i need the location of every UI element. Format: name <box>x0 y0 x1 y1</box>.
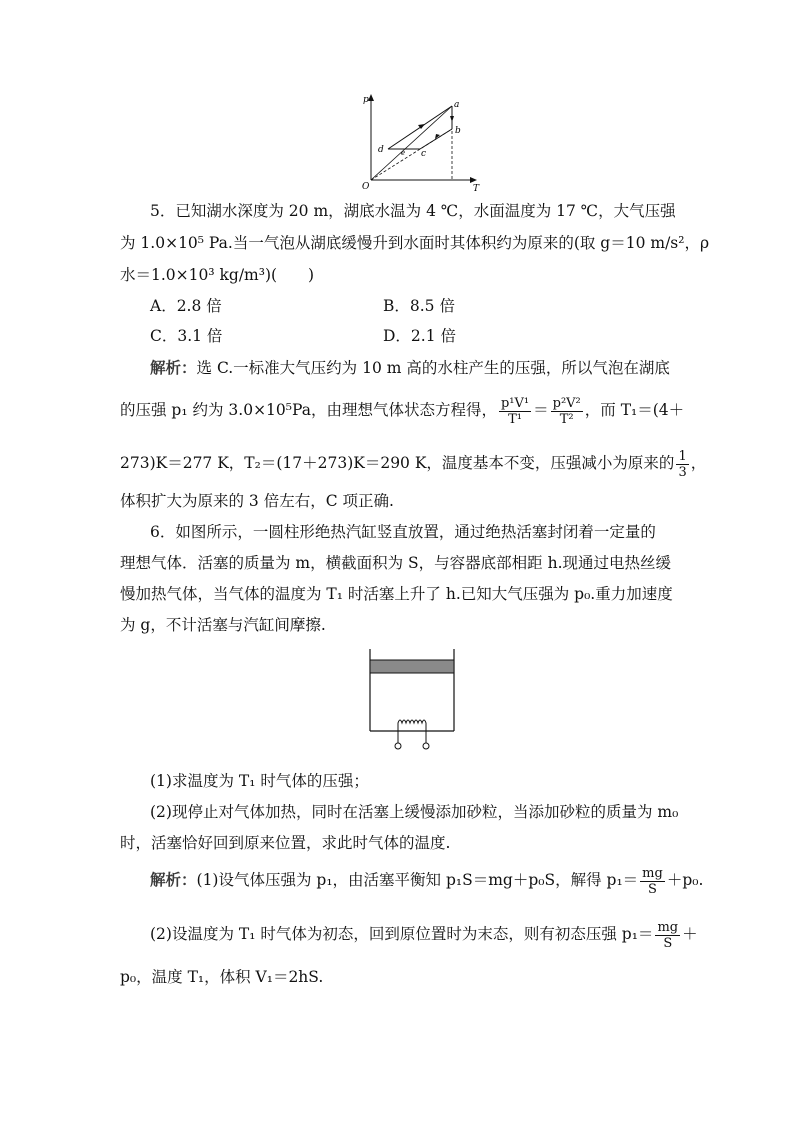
sol6-line1 <box>150 863 710 897</box>
frac1-den: T¹ <box>508 411 522 427</box>
sol5-line3b: ， <box>690 454 707 472</box>
sol5-line2 <box>120 393 685 427</box>
sol5-line3a: 273)K＝277 K，T₂＝(17＋273)K＝290 K，温度基本不变，压强减小为原来的 <box>120 454 675 472</box>
mg-over-s-frac-1 <box>640 866 665 897</box>
frac1-num: p¹V¹ <box>500 395 530 411</box>
q6-line2: 理想气体．活塞的质量为 m，横截面积为 S，与容器底部相距 h.现通过电热丝缓 <box>120 554 672 572</box>
equals-sign: ＝ <box>533 401 549 419</box>
sol5-line4: 体积扩大为原来的 3 倍左右，C 项正确. <box>120 492 394 510</box>
q6-sub1: (1)求温度为 T₁ 时气体的压强； <box>150 772 369 790</box>
state-eq-right-frac <box>551 396 583 427</box>
sol6-frac2-num: mg <box>657 919 679 935</box>
sol5-line1 <box>150 358 710 378</box>
q6-line1: 6．如图所示，一圆柱形绝热汽缸竖直放置，通过绝热活塞封闭着一定量的 <box>150 523 656 541</box>
point-b-label: b <box>455 126 461 136</box>
one-third-frac <box>676 449 688 480</box>
q5-line3: 水＝1.0×10³ kg/m³)( ) <box>120 266 315 284</box>
frac2-den: T² <box>559 411 574 427</box>
q5-option-a: A．2.8 倍 <box>150 297 222 315</box>
frac2-num: p²V² <box>552 395 581 411</box>
q6-line3: 慢加热气体，当气体的温度为 T₁ 时活塞上升了 h.已知大气压强为 p₀.重力加速度 <box>120 585 673 603</box>
q5-option-b: B．8.5 倍 <box>383 297 455 315</box>
q5-line1: 5．已知湖水深度为 20 m，湖底水温为 4 ℃，水面温度为 17 ℃，大气压强 <box>150 202 676 220</box>
sol6-line2b: ＋ <box>682 925 698 943</box>
sol5-line2b: ，而 T₁＝(4＋ <box>584 401 685 419</box>
mg-over-s-frac-2 <box>655 920 680 951</box>
point-d-label: d <box>378 145 384 155</box>
q6-sub2-line2: 时，活塞恰好回到原来位置，求此时气体的温度. <box>120 834 451 852</box>
q6-sub2-line1: (2)现停止对气体加热，同时在活塞上缓慢添加砂粒，当添加砂粒的质量为 m₀ <box>150 803 679 821</box>
sol6-frac2-den: S <box>663 935 673 951</box>
sol5-line1-text: 选 C.一标准大气压约为 10 m 高的水柱产生的压强，所以气泡在湖底 <box>196 359 670 377</box>
point-a-label: a <box>454 100 460 110</box>
axis-t-label: T <box>473 184 480 192</box>
sol6-frac-num: mg <box>642 865 663 881</box>
point-c-label: c <box>421 149 427 159</box>
q5-option-c: C．3.1 倍 <box>150 327 223 345</box>
axis-p-label: p <box>363 95 369 105</box>
frac3-num: 1 <box>678 448 687 464</box>
sol6-line1b: ＋p₀. <box>666 871 704 889</box>
frac3-den: 3 <box>678 464 687 480</box>
point-e-label: e <box>401 149 406 157</box>
sol6-line2a: (2)设温度为 T₁ 时气体为初态，回到原位置时为末态，则有初态压强 p₁＝ <box>150 925 654 943</box>
cylinder-diagram <box>362 645 472 755</box>
sol6-frac-den: S <box>648 881 657 897</box>
origin-label: O <box>362 182 370 192</box>
sol6-label: 解析： <box>150 870 197 889</box>
sol5-line2a: 的压强 p₁ 约为 3.0×10⁵Pa，由理想气体状态方程得， <box>120 401 497 419</box>
sol6-line2 <box>150 917 710 951</box>
q5-line2: 为 1.0×10⁵ Pa.当一气泡从湖底缓慢升到水面时其体积约为原来的(取 g＝10 m/s²，ρ <box>120 234 710 252</box>
q5-option-d: D．2.1 倍 <box>383 327 457 345</box>
sol5-line3 <box>120 446 707 480</box>
q6-line4: 为 g，不计活塞与汽缸间摩擦. <box>120 616 326 634</box>
sol6-line3: p₀，温度 T₁，体积 V₁＝2hS. <box>120 968 324 986</box>
pt-diagram <box>355 92 485 192</box>
sol5-label: 解析： <box>150 358 197 377</box>
sol6-line1a: (1)设气体压强为 p₁，由活塞平衡知 p₁S＝mg＋p₀S，解得 p₁＝ <box>196 871 639 889</box>
state-eq-left-frac <box>499 396 531 427</box>
